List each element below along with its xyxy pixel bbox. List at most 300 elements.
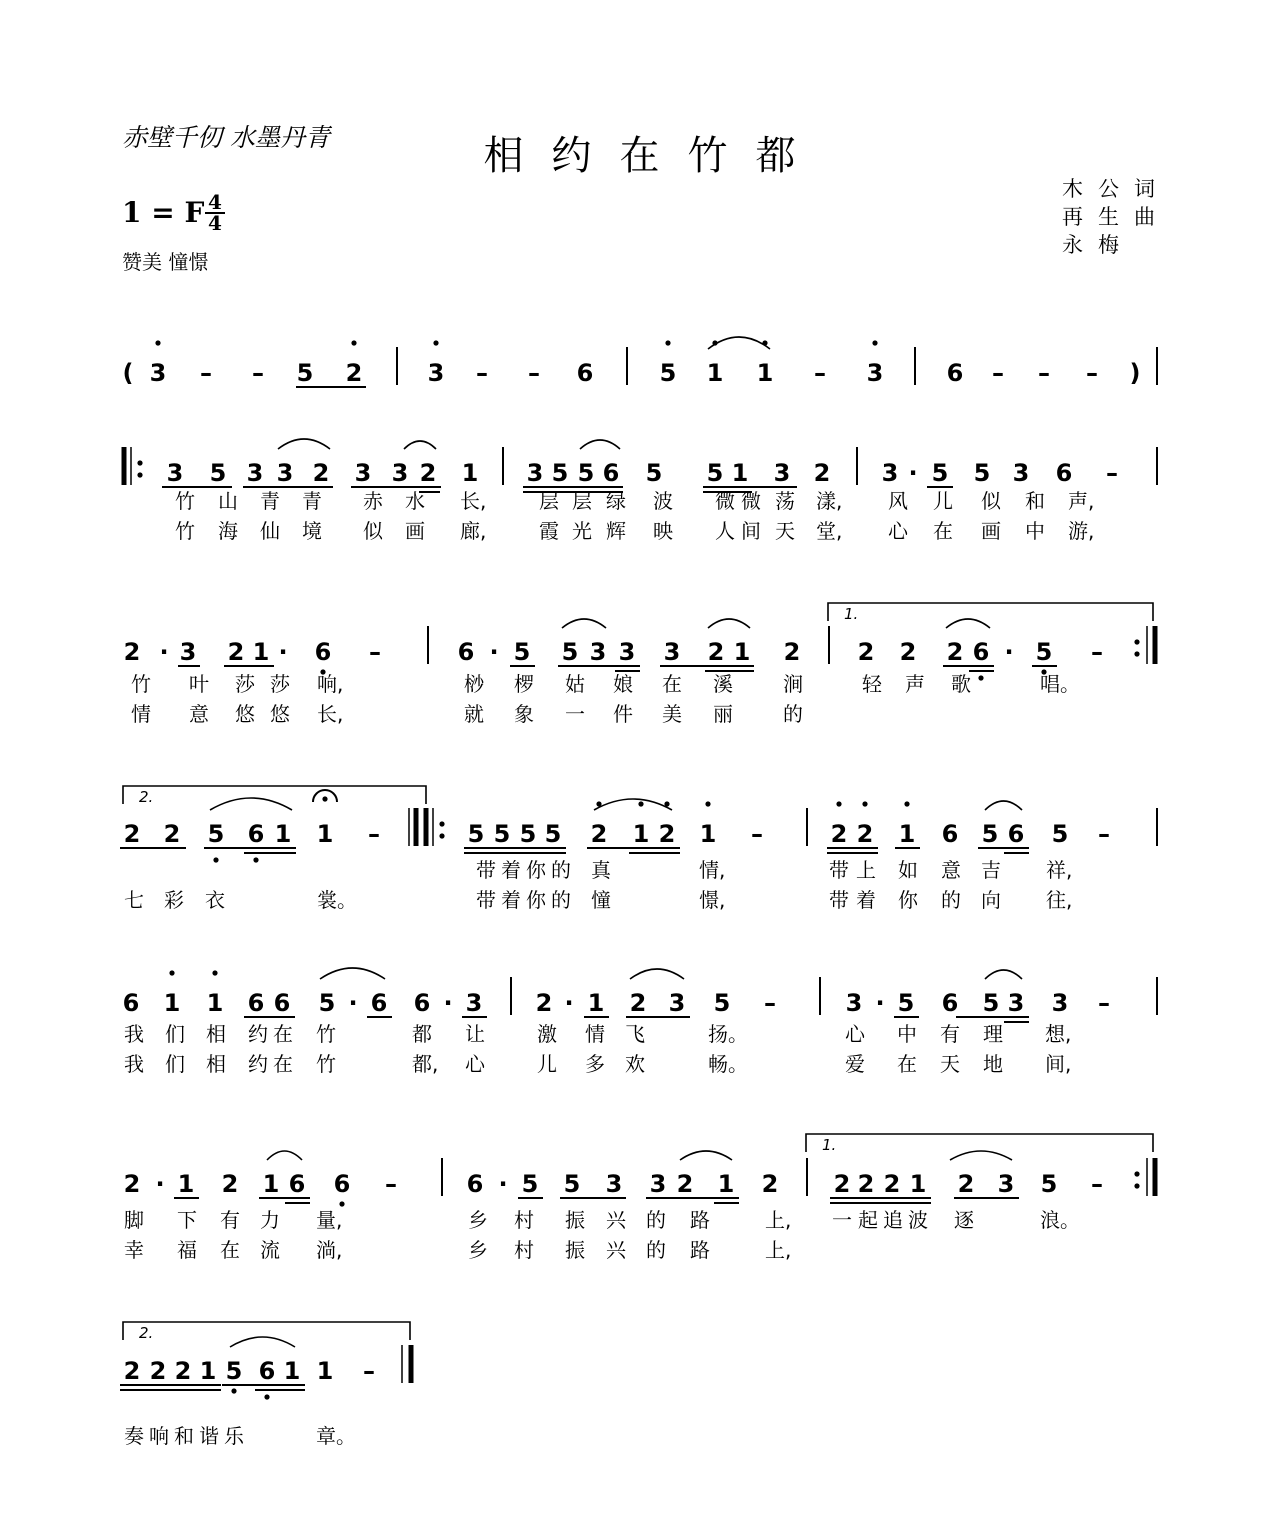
note-3: 3 (465, 989, 483, 1017)
lyric-syllable: 我 (124, 1022, 144, 1046)
dotted-note-dot: · (1004, 638, 1014, 666)
high-octave-dot (351, 340, 356, 345)
lyric-syllable: 着 (501, 888, 521, 912)
note-6: 6 (333, 1170, 351, 1198)
lyric-syllable: 心 (845, 1022, 865, 1046)
slur-tie (230, 1337, 295, 1347)
lyric-syllable: 波 (908, 1208, 928, 1232)
song-title: 相约在竹都 (483, 133, 824, 179)
lyric-syllable: 约 (248, 1052, 268, 1076)
note-3: 3 (427, 359, 445, 387)
note-6: 6 (941, 989, 959, 1017)
lyric-syllable: 有 (940, 1022, 960, 1046)
lyric-syllable: 长, (460, 489, 487, 513)
note-3: 3 (1012, 459, 1030, 487)
lyric-syllable: 荡 (775, 489, 795, 513)
lyric-syllable: 着 (501, 858, 521, 882)
note-1: 1 (733, 638, 751, 666)
note-3: 3 (1007, 989, 1025, 1017)
lyric-syllable: 海 (218, 519, 238, 543)
dash-extension: – (992, 359, 1004, 387)
dash-extension: – (1091, 1170, 1103, 1198)
high-octave-dot (836, 801, 841, 806)
note-2: 2 (899, 638, 917, 666)
note-1: 1 (163, 989, 181, 1017)
note-2: 2 (658, 820, 676, 848)
note-6: 6 (247, 820, 265, 848)
note-5: 5 (209, 459, 227, 487)
dash-extension: – (476, 359, 488, 387)
note-5: 5 (659, 359, 677, 387)
lyric-syllable: 仙 (260, 519, 280, 543)
lyric-syllable: 波 (653, 489, 673, 513)
high-octave-dot (433, 340, 438, 345)
high-octave-dot (872, 340, 877, 345)
slur-tie (594, 799, 672, 810)
note-1: 1 (717, 1170, 735, 1198)
lyric-syllable: 带 (476, 858, 496, 882)
note-6: 6 (413, 989, 431, 1017)
high-octave-dot (862, 801, 867, 806)
note-6: 6 (457, 638, 475, 666)
slur-tie (985, 801, 1022, 810)
lyric-syllable: 憧 (591, 888, 611, 912)
lyric-syllable: 画 (405, 519, 425, 543)
note-5: 5 (225, 1357, 243, 1385)
lyric-syllable: 轻 (862, 672, 882, 696)
slur-tie (267, 1151, 302, 1160)
note-2: 2 (312, 459, 330, 487)
note-5: 5 (318, 989, 336, 1017)
lyric-syllable: 境 (302, 519, 322, 543)
lyric-syllable: 漾, (816, 489, 843, 513)
note-3: 3 (354, 459, 372, 487)
subtitle: 赤壁千仞 水墨丹青 (122, 123, 330, 152)
note-5: 5 (551, 459, 569, 487)
lyric-syllable: 青 (260, 489, 280, 513)
repeat-dot (439, 821, 444, 826)
lyric-syllable: 椤 (514, 672, 534, 696)
lyric-syllable: 都 (412, 1022, 432, 1046)
note-3: 3 (997, 1170, 1015, 1198)
note-3: 3 (668, 989, 686, 1017)
lyric-syllable: 儿 (537, 1052, 557, 1076)
high-octave-dot (705, 801, 710, 806)
note-5: 5 (713, 989, 731, 1017)
slur-tie (278, 439, 330, 449)
note-1: 1 (756, 359, 774, 387)
note-5: 5 (563, 1170, 581, 1198)
lyric-syllable: 在 (273, 1052, 293, 1076)
slur-tie (985, 970, 1022, 979)
dotted-note-dot: · (278, 638, 288, 666)
note-2: 2 (830, 820, 848, 848)
time-signature-bottom: 4 (208, 211, 222, 235)
lyric-syllable: 娘 (613, 672, 633, 696)
note-2: 2 (676, 1170, 694, 1198)
lyric-syllable: 一 (565, 702, 585, 726)
note-2: 2 (761, 1170, 779, 1198)
note-2: 2 (345, 359, 363, 387)
dash-extension: – (363, 1357, 375, 1385)
dash-extension: – (764, 989, 776, 1017)
lyric-syllable: 中 (1025, 519, 1045, 543)
note-1: 1 (699, 820, 717, 848)
note-2: 2 (123, 1357, 141, 1385)
lyric-syllable: 情 (585, 1022, 605, 1046)
note-5: 5 (493, 820, 511, 848)
note-6: 6 (122, 989, 140, 1017)
note-2: 2 (221, 1170, 239, 1198)
dotted-note-dot: · (489, 638, 499, 666)
repeat-dot (1134, 1183, 1139, 1188)
high-octave-dot (155, 340, 160, 345)
note-5: 5 (973, 459, 991, 487)
dash-extension: – (814, 359, 826, 387)
lyric-syllable: 让 (465, 1022, 485, 1046)
lyric-syllable: 带 (829, 888, 849, 912)
note-6: 6 (602, 459, 620, 487)
note-2: 2 (149, 1357, 167, 1385)
note-6: 6 (576, 359, 594, 387)
note-2: 2 (123, 820, 141, 848)
note-5: 5 (1051, 820, 1069, 848)
dash-extension: – (751, 820, 763, 848)
slur-tie (210, 798, 292, 810)
note-3: 3 (649, 1170, 667, 1198)
lyric-syllable: 扬。 (708, 1022, 748, 1046)
lyric-syllable: 青 (302, 489, 322, 513)
lyric-syllable: 奏 (124, 1424, 144, 1448)
high-octave-dot (169, 970, 174, 975)
dotted-note-dot: · (875, 989, 885, 1017)
lyric-syllable: 游, (1068, 519, 1095, 543)
dotted-note-dot: · (155, 1170, 165, 1198)
lyric-syllable: 唱。 (1040, 672, 1080, 696)
lyric-syllable: 堂, (816, 519, 843, 543)
note-5: 5 (1035, 638, 1053, 666)
dash-extension: – (1091, 638, 1103, 666)
lyric-syllable: 情 (131, 702, 151, 726)
lyric-syllable: 乐 (224, 1424, 244, 1448)
lyric-syllable: 幸 (124, 1238, 144, 1262)
lyric-syllable: 竹 (316, 1052, 336, 1076)
lyric-syllable: 歌 (951, 672, 971, 696)
note-6: 6 (247, 989, 265, 1017)
lyric-syllable: 廊, (460, 519, 487, 543)
lyric-syllable: 声, (1068, 489, 1095, 513)
dash-extension: – (528, 359, 540, 387)
lyric-syllable: 兴 (606, 1238, 626, 1262)
low-octave-dot (253, 857, 258, 862)
note-1: 1 (199, 1357, 217, 1385)
lyric-syllable: 竹 (131, 672, 151, 696)
note-5: 5 (706, 459, 724, 487)
lyric-syllable: 响, (317, 672, 344, 696)
lyric-syllable: 在 (662, 672, 682, 696)
lyric-syllable: 美 (662, 702, 682, 726)
note-1: 1 (177, 1170, 195, 1198)
note-(: ( (122, 359, 134, 387)
note-1: 1 (252, 638, 270, 666)
note-6: 6 (288, 1170, 306, 1198)
lyric-syllable: 一 (832, 1208, 852, 1232)
lyric-syllable: 微 (741, 489, 761, 513)
lyric-syllable: 天 (775, 519, 795, 543)
lyric-syllable: 和 (174, 1424, 194, 1448)
note-2: 2 (590, 820, 608, 848)
lyric-syllable: 浪。 (1040, 1208, 1080, 1232)
lyric-syllable: 追 (883, 1208, 903, 1232)
note-2: 2 (174, 1357, 192, 1385)
note-6: 6 (1055, 459, 1073, 487)
lyric-syllable: 赤 (363, 489, 383, 513)
note-1: 1 (206, 989, 224, 1017)
note-1: 1 (461, 459, 479, 487)
note-1: 1 (283, 1357, 301, 1385)
note-3: 3 (526, 459, 544, 487)
lyric-syllable: 人 (715, 519, 735, 543)
lyric-syllable: 村 (514, 1238, 534, 1262)
credit-arranger: 永梅 (1062, 233, 1134, 257)
lyric-syllable: 间, (1045, 1052, 1072, 1076)
note-2: 2 (833, 1170, 851, 1198)
note-3: 3 (589, 638, 607, 666)
lyric-syllable: 起 (858, 1208, 878, 1232)
lyric-syllable: 辉 (606, 519, 626, 543)
lyric-syllable: 悠 (235, 702, 255, 726)
lyric-syllable: 的 (551, 888, 571, 912)
slur-tie (320, 968, 385, 979)
dash-extension: – (252, 359, 264, 387)
lyric-syllable: 欢 (625, 1052, 645, 1076)
dotted-note-dot: · (159, 638, 169, 666)
note-2: 2 (857, 1170, 875, 1198)
lyric-syllable: 祥, (1046, 858, 1073, 882)
lyric-syllable: 彩 (164, 888, 184, 912)
note-2: 2 (883, 1170, 901, 1198)
note-6: 6 (466, 1170, 484, 1198)
lyric-syllable: 你 (898, 888, 918, 912)
lyric-syllable: 激 (537, 1022, 557, 1046)
note-5: 5 (897, 989, 915, 1017)
lyric-syllable: 福 (177, 1238, 197, 1262)
mood-marking: 赞美 憧憬 (122, 250, 209, 274)
note-2: 2 (535, 989, 553, 1017)
note-2: 2 (123, 638, 141, 666)
lyric-syllable: 路 (690, 1208, 710, 1232)
slur-tie (630, 969, 684, 979)
lyric-syllable: 层 (539, 489, 559, 513)
note-5: 5 (1040, 1170, 1058, 1198)
lyric-syllable: 上 (856, 858, 876, 882)
slur-tie (708, 337, 770, 349)
note-2: 2 (957, 1170, 975, 1198)
lyric-syllable: 天 (940, 1052, 960, 1076)
slur-tie (708, 619, 750, 628)
note-3: 3 (246, 459, 264, 487)
repeat-dot (1134, 639, 1139, 644)
low-octave-dot (213, 857, 218, 862)
dotted-note-dot: · (348, 989, 358, 1017)
note-3: 3 (179, 638, 197, 666)
note-6: 6 (941, 820, 959, 848)
note-6: 6 (273, 989, 291, 1017)
lyric-syllable: 响 (149, 1424, 169, 1448)
lyric-syllable: 带 (829, 858, 849, 882)
note-2: 2 (783, 638, 801, 666)
note-1: 1 (274, 820, 292, 848)
note-3: 3 (605, 1170, 623, 1198)
lyric-syllable: 似 (981, 489, 1001, 513)
lyric-syllable: 裳。 (317, 888, 357, 912)
note-6: 6 (946, 359, 964, 387)
credit-composer: 再生曲 (1062, 205, 1170, 229)
note-5: 5 (931, 459, 949, 487)
lyric-syllable: 上, (765, 1208, 792, 1232)
volta-label: 1. (822, 1136, 837, 1154)
lyric-syllable: 霞 (539, 519, 559, 543)
lyric-syllable: 想, (1045, 1022, 1072, 1046)
note-6: 6 (972, 638, 990, 666)
lyric-syllable: 的 (646, 1238, 666, 1262)
lyric-syllable: 光 (572, 519, 592, 543)
lyric-syllable: 向 (981, 888, 1001, 912)
note-1: 1 (731, 459, 749, 487)
high-octave-dot (665, 340, 670, 345)
lyric-syllable: 力 (260, 1208, 280, 1232)
lyric-syllable: 如 (898, 858, 918, 882)
slur-tie (404, 441, 436, 449)
lyric-syllable: 逐 (954, 1208, 974, 1232)
lyric-syllable: 们 (165, 1052, 185, 1076)
lyric-syllable: 的 (783, 702, 803, 726)
lyric-syllable: 振 (565, 1238, 585, 1262)
note-3: 3 (276, 459, 294, 487)
dash-extension: – (369, 638, 381, 666)
lyric-syllable: 溪 (713, 672, 733, 696)
lyric-syllable: 谐 (199, 1424, 219, 1448)
note-5: 5 (467, 820, 485, 848)
lyric-syllable: 情, (699, 858, 726, 882)
volta-label: 2. (139, 1324, 154, 1342)
slur-tie (580, 440, 620, 449)
lyric-syllable: 的 (551, 858, 571, 882)
note-3: 3 (845, 989, 863, 1017)
lyric-syllable: 绿 (606, 489, 626, 513)
lyric-syllable: 相 (206, 1022, 226, 1046)
low-octave-dot (978, 675, 983, 680)
note-5: 5 (519, 820, 537, 848)
lyric-syllable: 章。 (316, 1424, 356, 1448)
note-2: 2 (163, 820, 181, 848)
lyric-syllable: 淌, (316, 1238, 343, 1262)
lyric-syllable: 竹 (316, 1022, 336, 1046)
note-3: 3 (391, 459, 409, 487)
lyric-syllable: 在 (220, 1238, 240, 1262)
lyric-syllable: 乡 (468, 1238, 488, 1262)
repeat-dot (137, 472, 142, 477)
dotted-note-dot: · (443, 989, 453, 1017)
lyric-syllable: 象 (514, 702, 534, 726)
note-2: 2 (856, 820, 874, 848)
high-octave-dot (638, 801, 643, 806)
note-1: 1 (587, 989, 605, 1017)
note-5: 5 (982, 989, 1000, 1017)
lyric-syllable: 的 (646, 1208, 666, 1232)
note-5: 5 (296, 359, 314, 387)
volta-bracket (828, 603, 1153, 621)
lyric-syllable: 振 (565, 1208, 585, 1232)
lyric-syllable: 莎 (270, 672, 290, 696)
note-2: 2 (227, 638, 245, 666)
note-1: 1 (262, 1170, 280, 1198)
dash-extension: – (1106, 459, 1118, 487)
lyric-syllable: 下 (177, 1208, 197, 1232)
slur-tie (680, 1151, 732, 1160)
note-3: 3 (149, 359, 167, 387)
note-5: 5 (513, 638, 531, 666)
note-5: 5 (577, 459, 595, 487)
note-1: 1 (316, 1357, 334, 1385)
repeat-dot (137, 460, 142, 465)
lyric-syllable: 的 (941, 888, 961, 912)
repeat-dot (1134, 651, 1139, 656)
dash-extension: – (1098, 820, 1110, 848)
note-6: 6 (1007, 820, 1025, 848)
note-3: 3 (1051, 989, 1069, 1017)
slur-tie (950, 1151, 1012, 1160)
lyric-syllable: 丽 (713, 702, 733, 726)
key-signature: 1 = F (122, 196, 205, 229)
low-octave-dot (264, 1394, 269, 1399)
lyric-syllable: 们 (165, 1022, 185, 1046)
note-2: 2 (123, 1170, 141, 1198)
lyric-syllable: 和 (1025, 489, 1045, 513)
note-3: 3 (663, 638, 681, 666)
note-5: 5 (207, 820, 225, 848)
lyric-syllable: 竹 (175, 489, 195, 513)
lyric-syllable: 长, (317, 702, 344, 726)
lyric-syllable: 水 (405, 489, 425, 513)
high-octave-dot (904, 801, 909, 806)
note-2: 2 (857, 638, 875, 666)
volta-bracket (806, 1134, 1153, 1152)
lyric-syllable: 脚 (124, 1208, 144, 1232)
lyric-syllable: 理 (983, 1022, 1003, 1046)
note-1: 1 (898, 820, 916, 848)
lyric-syllable: 相 (206, 1052, 226, 1076)
note-3: 3 (866, 359, 884, 387)
lyric-syllable: 约 (248, 1022, 268, 1046)
lyric-syllable: 风 (888, 489, 908, 513)
lyric-syllable: 往, (1046, 888, 1073, 912)
note-3: 3 (618, 638, 636, 666)
lyric-syllable: 就 (464, 702, 484, 726)
lyric-syllable: 村 (514, 1208, 534, 1232)
note-1: 1 (632, 820, 650, 848)
note-1: 1 (909, 1170, 927, 1198)
note-6: 6 (314, 638, 332, 666)
lyric-syllable: 意 (189, 702, 209, 726)
lyric-syllable: 上, (765, 1238, 792, 1262)
lyric-syllable: 心 (465, 1052, 485, 1076)
note-2: 2 (813, 459, 831, 487)
note-5: 5 (561, 638, 579, 666)
lyric-syllable: 七 (124, 888, 144, 912)
lyric-syllable: 爱 (845, 1052, 865, 1076)
lyric-syllable: 山 (218, 489, 238, 513)
